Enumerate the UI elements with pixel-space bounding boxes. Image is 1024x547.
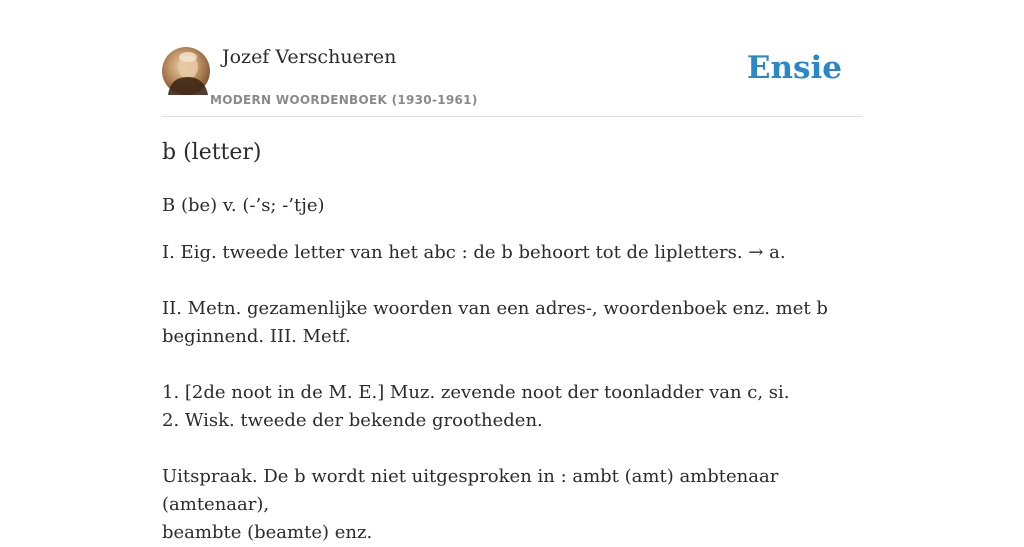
portrait-icon	[162, 47, 210, 95]
entry-sense-3-item-2: 2. Wisk. tweede der bekende grootheden.	[162, 410, 543, 431]
page-container	[162, 0, 862, 543]
author-name[interactable]: Jozef Verschueren	[222, 46, 397, 68]
ensie-logo[interactable]: Ensie	[746, 50, 842, 86]
entry-sense-3-item-1: 1. [2de noot in de M. E.] Muz. zevende noot der toonladder van c, si.	[162, 382, 790, 403]
paragraph-spacer	[162, 351, 862, 379]
entry-sense-2-line-2: beginnend. III. Metf.	[162, 326, 351, 347]
entry-pronunciation-line-2: beambte (beamte) enz.	[162, 522, 373, 543]
entry-sense-1: I. Eig. tweede letter van het abc : de b behoort tot de lipletters. → a.	[162, 242, 786, 263]
entry-grammar: B (be) v. (-’s; -’tje)	[162, 195, 325, 216]
entry-title: b (letter)	[162, 140, 262, 165]
paragraph-spacer	[162, 220, 862, 239]
entry-sense-2-line-1: II. Metn. gezamenlijke woorden van een adres-, woordenboek enz. met b	[162, 298, 828, 319]
entry-header	[162, 0, 862, 117]
paragraph-spacer	[162, 267, 862, 295]
author-avatar[interactable]	[162, 47, 210, 95]
entry-body	[162, 192, 862, 547]
entry-pronunciation-line-1: Uitspraak. De b wordt niet uitgesproken in : ambt (amt) ambtenaar (amtenaar),	[162, 466, 779, 515]
paragraph-spacer	[162, 435, 862, 463]
dictionary-source[interactable]: MODERN WOORDENBOEK (1930-1961)	[210, 93, 478, 107]
